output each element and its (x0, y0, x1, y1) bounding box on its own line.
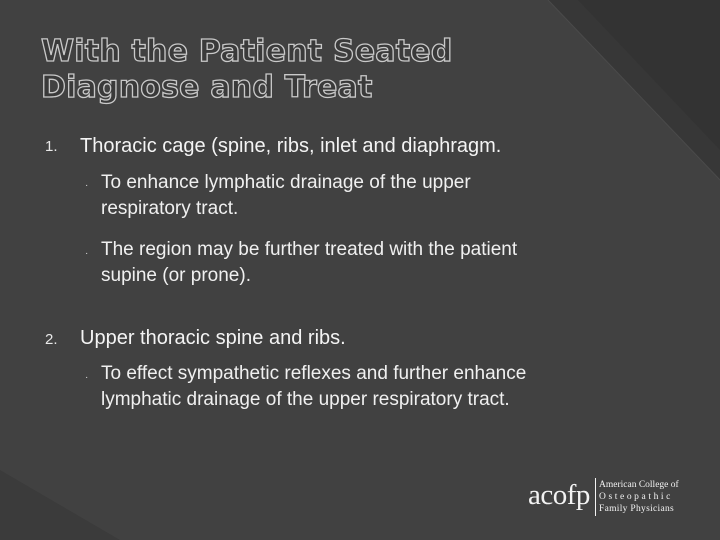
bullet-icon: · (85, 248, 89, 259)
logo-wordmark: acofp (528, 479, 590, 511)
list-item-heading: Upper thoracic spine and ribs. (80, 327, 346, 349)
bullet-icon: · (85, 372, 89, 383)
slide-title-line-1: With the Patient Seated (41, 34, 453, 69)
list-item-number: 2. (45, 331, 58, 348)
slide-title-line-2: Diagnose and Treat (41, 70, 373, 105)
logo-line-2: Osteopathic (599, 492, 673, 502)
list-item-number: 1. (45, 138, 58, 155)
list-subitem: The region may be further treated with the patient supine (or prone). (101, 239, 518, 286)
list-subitem: To effect sympathetic reflexes and further enhance lymphatic drainage of the upper respiratory tract. (101, 363, 527, 410)
list-item-heading: Thoracic cage (spine, ribs, inlet and diaphragm. (80, 135, 502, 157)
logo-line-3: Family Physicians (599, 504, 675, 514)
acofp-logo (528, 476, 698, 518)
list-subitem: To enhance lymphatic drainage of the upper respiratory tract. (101, 172, 471, 219)
logo-divider (595, 478, 596, 516)
logo-line-1: American College of (599, 480, 679, 490)
bullet-icon: · (85, 180, 89, 191)
